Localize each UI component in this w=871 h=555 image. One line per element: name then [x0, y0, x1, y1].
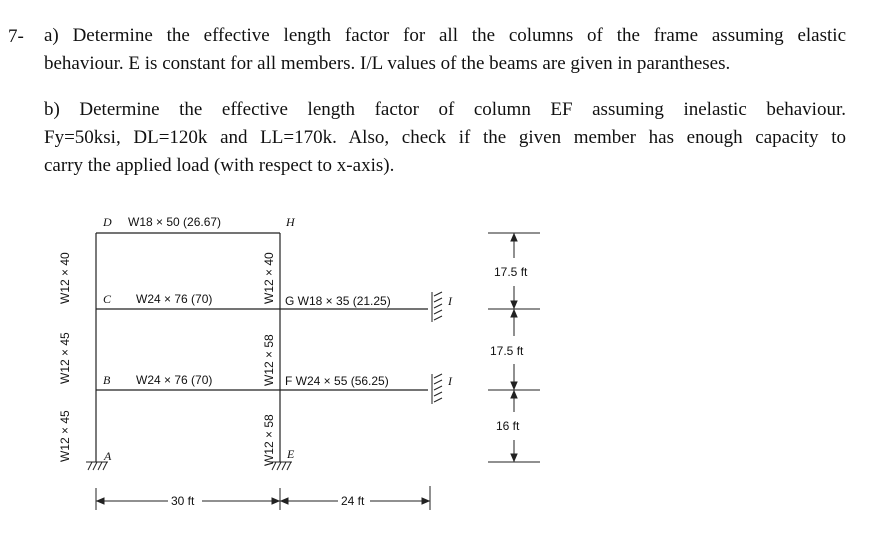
- wall-support-lower: [432, 374, 442, 404]
- node-H: H: [286, 215, 295, 229]
- column-label-left-upper: W12 × 40: [58, 252, 72, 304]
- column-label-left-middle: W12 × 45: [58, 332, 72, 384]
- part-b-line-3: carry the applied load (with respect to x-axis).: [44, 155, 395, 176]
- column-label-left-lower: W12 × 45: [58, 410, 72, 462]
- problem-number: 7-: [8, 26, 24, 47]
- beam-label-BF: W24 × 76 (70): [136, 373, 213, 387]
- fixed-support-A: [86, 462, 108, 470]
- dimension-story-bottom: 16 ft: [496, 419, 520, 433]
- column-label-mid-upper: W12 × 40: [262, 252, 276, 304]
- dimension-span-left: 30 ft: [171, 494, 195, 508]
- part-b-line-2: Fy=50ksi, DL=120k and LL=170k. Also, check if the given member has enough capacity to: [44, 127, 846, 148]
- beam-label-FJ: F W24 × 55 (56.25): [285, 374, 389, 388]
- column-label-mid-middle: W12 × 58: [262, 334, 276, 386]
- node-B: B: [103, 373, 111, 387]
- part-b-line-1: b) Determine the effective length factor of column EF assuming inelastic behaviour.: [44, 99, 846, 120]
- support-I-lower: I: [448, 374, 452, 388]
- support-I-upper: I: [448, 294, 452, 308]
- node-D: D: [103, 215, 112, 229]
- dimension-story-top: 17.5 ft: [494, 265, 528, 279]
- beam-label-GI: G W18 × 35 (21.25): [285, 294, 391, 308]
- beam-label-CG: W24 × 76 (70): [136, 292, 213, 306]
- beam-label-DH: W18 × 50 (26.67): [128, 215, 222, 229]
- part-a-line-2: behaviour. E is constant for all members. I/L values of the beams are given in parantheses.: [44, 53, 731, 74]
- horizontal-dimensions: [96, 486, 430, 510]
- wall-support-upper: [432, 292, 442, 322]
- dimension-span-right: 24 ft: [341, 494, 365, 508]
- dimension-story-middle: 17.5 ft: [490, 344, 524, 358]
- node-C: C: [103, 292, 112, 306]
- node-E: E: [287, 447, 295, 461]
- column-label-mid-lower: W12 × 58: [262, 414, 276, 466]
- part-a-line-1: a) Determine the effective length factor for all the columns of the frame assuming elastic: [44, 25, 846, 46]
- node-A: A: [104, 449, 112, 463]
